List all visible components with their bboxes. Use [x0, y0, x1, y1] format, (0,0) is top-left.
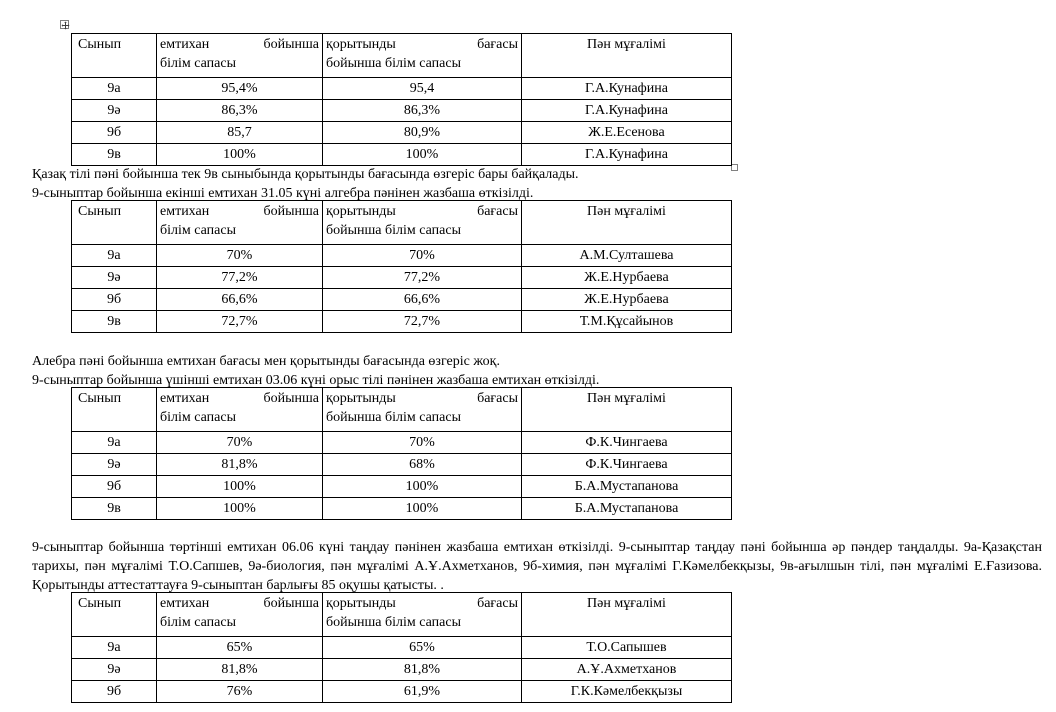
cell-teacher: Г.А.Кунафина [522, 100, 732, 122]
cell-teacher: Б.А.Мустапанова [522, 476, 732, 498]
cell-teacher: Г.А.Кунафина [522, 144, 732, 166]
paragraph-algebra: Алебра пәні бойынша емтихан бағасы мен қорытынды бағасында өзгеріс жоқ. [32, 354, 500, 369]
cell-teacher: Ф.К.Чингаева [522, 432, 732, 454]
table-row [72, 454, 732, 476]
cell-exam: 81,8% [157, 454, 323, 476]
cell-class: 9ә [72, 659, 157, 681]
header-teacher: Пән мұғалімі [522, 34, 732, 78]
table-move-handle-icon[interactable] [60, 20, 69, 29]
cell-class: 9ә [72, 100, 157, 122]
cell-class: 9б [72, 289, 157, 311]
table-row [72, 476, 732, 498]
cell-teacher: Ж.Е.Нурбаева [522, 289, 732, 311]
cell-teacher: Б.А.Мустапанова [522, 498, 732, 520]
cell-final: 80,9% [323, 122, 522, 144]
cell-exam: 76% [157, 681, 323, 703]
cell-teacher: А.Ұ.Ахметханов [522, 659, 732, 681]
cell-class: 9в [72, 144, 157, 166]
cell-exam: 66,6% [157, 289, 323, 311]
cell-class: 9а [72, 637, 157, 659]
cell-exam: 100% [157, 144, 323, 166]
table-header-row [72, 388, 732, 432]
cell-class: 9а [72, 245, 157, 267]
header-final-quality: қорытынды бағасы бойынша білім сапасы [323, 201, 522, 245]
table-row [72, 245, 732, 267]
table-row [72, 681, 732, 703]
cell-class: 9ә [72, 267, 157, 289]
cell-final: 65% [323, 637, 522, 659]
cell-teacher: Т.О.Сапышев [522, 637, 732, 659]
paragraph-third-exam: 9-сыныптар бойынша үшінші емтихан 03.06 күні орыс тілі пәнінен жазбаша емтихан өткізілді. [32, 373, 600, 388]
header-teacher: Пән мұғалімі [522, 201, 732, 245]
header-class: Сынып [72, 593, 157, 637]
cell-exam: 77,2% [157, 267, 323, 289]
cell-exam: 72,7% [157, 311, 323, 333]
exam-table-3 [71, 387, 732, 520]
cell-final: 86,3% [323, 100, 522, 122]
cell-final: 77,2% [323, 267, 522, 289]
cell-exam: 95,4% [157, 78, 323, 100]
cell-class: 9а [72, 432, 157, 454]
header-final-quality: қорытынды бағасы бойынша білім сапасы [323, 593, 522, 637]
cell-teacher: Г.А.Кунафина [522, 78, 732, 100]
exam-table-4 [71, 592, 732, 703]
cell-teacher: Ж.Е.Нурбаева [522, 267, 732, 289]
cell-final: 100% [323, 498, 522, 520]
cell-final: 81,8% [323, 659, 522, 681]
cell-final: 72,7% [323, 311, 522, 333]
cell-final: 61,9% [323, 681, 522, 703]
cell-exam: 100% [157, 498, 323, 520]
cell-teacher: Ж.Е.Есенова [522, 122, 732, 144]
cell-class: 9б [72, 681, 157, 703]
paragraph-kazakh-language: Қазақ тілі пәні бойынша тек 9в сыныбында қорытынды бағасында өзгеріс бары байқалады. [32, 167, 579, 182]
table-row [72, 659, 732, 681]
cell-class: 9в [72, 498, 157, 520]
table-row [72, 100, 732, 122]
cell-teacher: А.М.Султашева [522, 245, 732, 267]
table-row [72, 432, 732, 454]
table-row [72, 122, 732, 144]
header-exam-quality: емтихан бойынша білім сапасы [157, 388, 323, 432]
table-header-row [72, 201, 732, 245]
cell-final: 95,4 [323, 78, 522, 100]
table-row [72, 498, 732, 520]
cell-final: 66,6% [323, 289, 522, 311]
cell-final: 68% [323, 454, 522, 476]
cell-class: 9ә [72, 454, 157, 476]
paragraph-fourth-exam: 9-сыныптар бойынша төртінші емтихан 06.06 күні таңдау пәнінен жазбаша емтихан өткізілді. 9-сыныптар таңдау пәні бойынша әр пәндер таңдалды. 9а-Қазақстан тарихы, пән мұғалімі Т.О.Сапшев, 9ә-биология, пән мұғалімі А.Ұ.Ахметханов, 9б-химия, пән мұғалімі Г.Кәмелбекқызы, 9в-ағылшын тілі, пән мұғалімі Е.Ғазизова. Қорытынды аттестаттауға 9-сыныптан барлығы 85 оқушы қатысты. . [32, 540, 1042, 593]
cell-exam: 85,7 [157, 122, 323, 144]
cell-final: 70% [323, 432, 522, 454]
table-row [72, 144, 732, 166]
cell-teacher: Г.К.Кәмелбекқызы [522, 681, 732, 703]
header-class: Сынып [72, 201, 157, 245]
header-teacher: Пән мұғалімі [522, 593, 732, 637]
cell-teacher: Т.М.Құсайынов [522, 311, 732, 333]
cell-final: 100% [323, 476, 522, 498]
cell-class: 9б [72, 476, 157, 498]
header-exam-quality: емтихан бойынша білім сапасы [157, 201, 323, 245]
exam-table-1 [71, 33, 732, 166]
header-class: Сынып [72, 34, 157, 78]
header-exam-quality: емтихан бойынша білім сапасы [157, 593, 323, 637]
cell-class: 9а [72, 78, 157, 100]
header-teacher: Пән мұғалімі [522, 388, 732, 432]
cell-exam: 86,3% [157, 100, 323, 122]
cell-exam: 70% [157, 245, 323, 267]
header-exam-quality: емтихан бойынша білім сапасы [157, 34, 323, 78]
exam-table-2 [71, 200, 732, 333]
cell-exam: 81,8% [157, 659, 323, 681]
cell-exam: 70% [157, 432, 323, 454]
header-final-quality: қорытынды бағасы бойынша білім сапасы [323, 34, 522, 78]
table-header-row [72, 34, 732, 78]
table-row [72, 267, 732, 289]
cell-class: 9в [72, 311, 157, 333]
table-header-row [72, 593, 732, 637]
cell-exam: 100% [157, 476, 323, 498]
cell-teacher: Ф.К.Чингаева [522, 454, 732, 476]
table-row [72, 78, 732, 100]
cell-exam: 65% [157, 637, 323, 659]
table-row [72, 289, 732, 311]
paragraph-second-exam: 9-сыныптар бойынша екінші емтихан 31.05 күні алгебра пәнінен жазбаша өткізілді. [32, 186, 534, 201]
header-class: Сынып [72, 388, 157, 432]
header-final-quality: қорытынды бағасы бойынша білім сапасы [323, 388, 522, 432]
cell-final: 70% [323, 245, 522, 267]
cell-final: 100% [323, 144, 522, 166]
cell-class: 9б [72, 122, 157, 144]
table-row [72, 311, 732, 333]
table-row [72, 637, 732, 659]
